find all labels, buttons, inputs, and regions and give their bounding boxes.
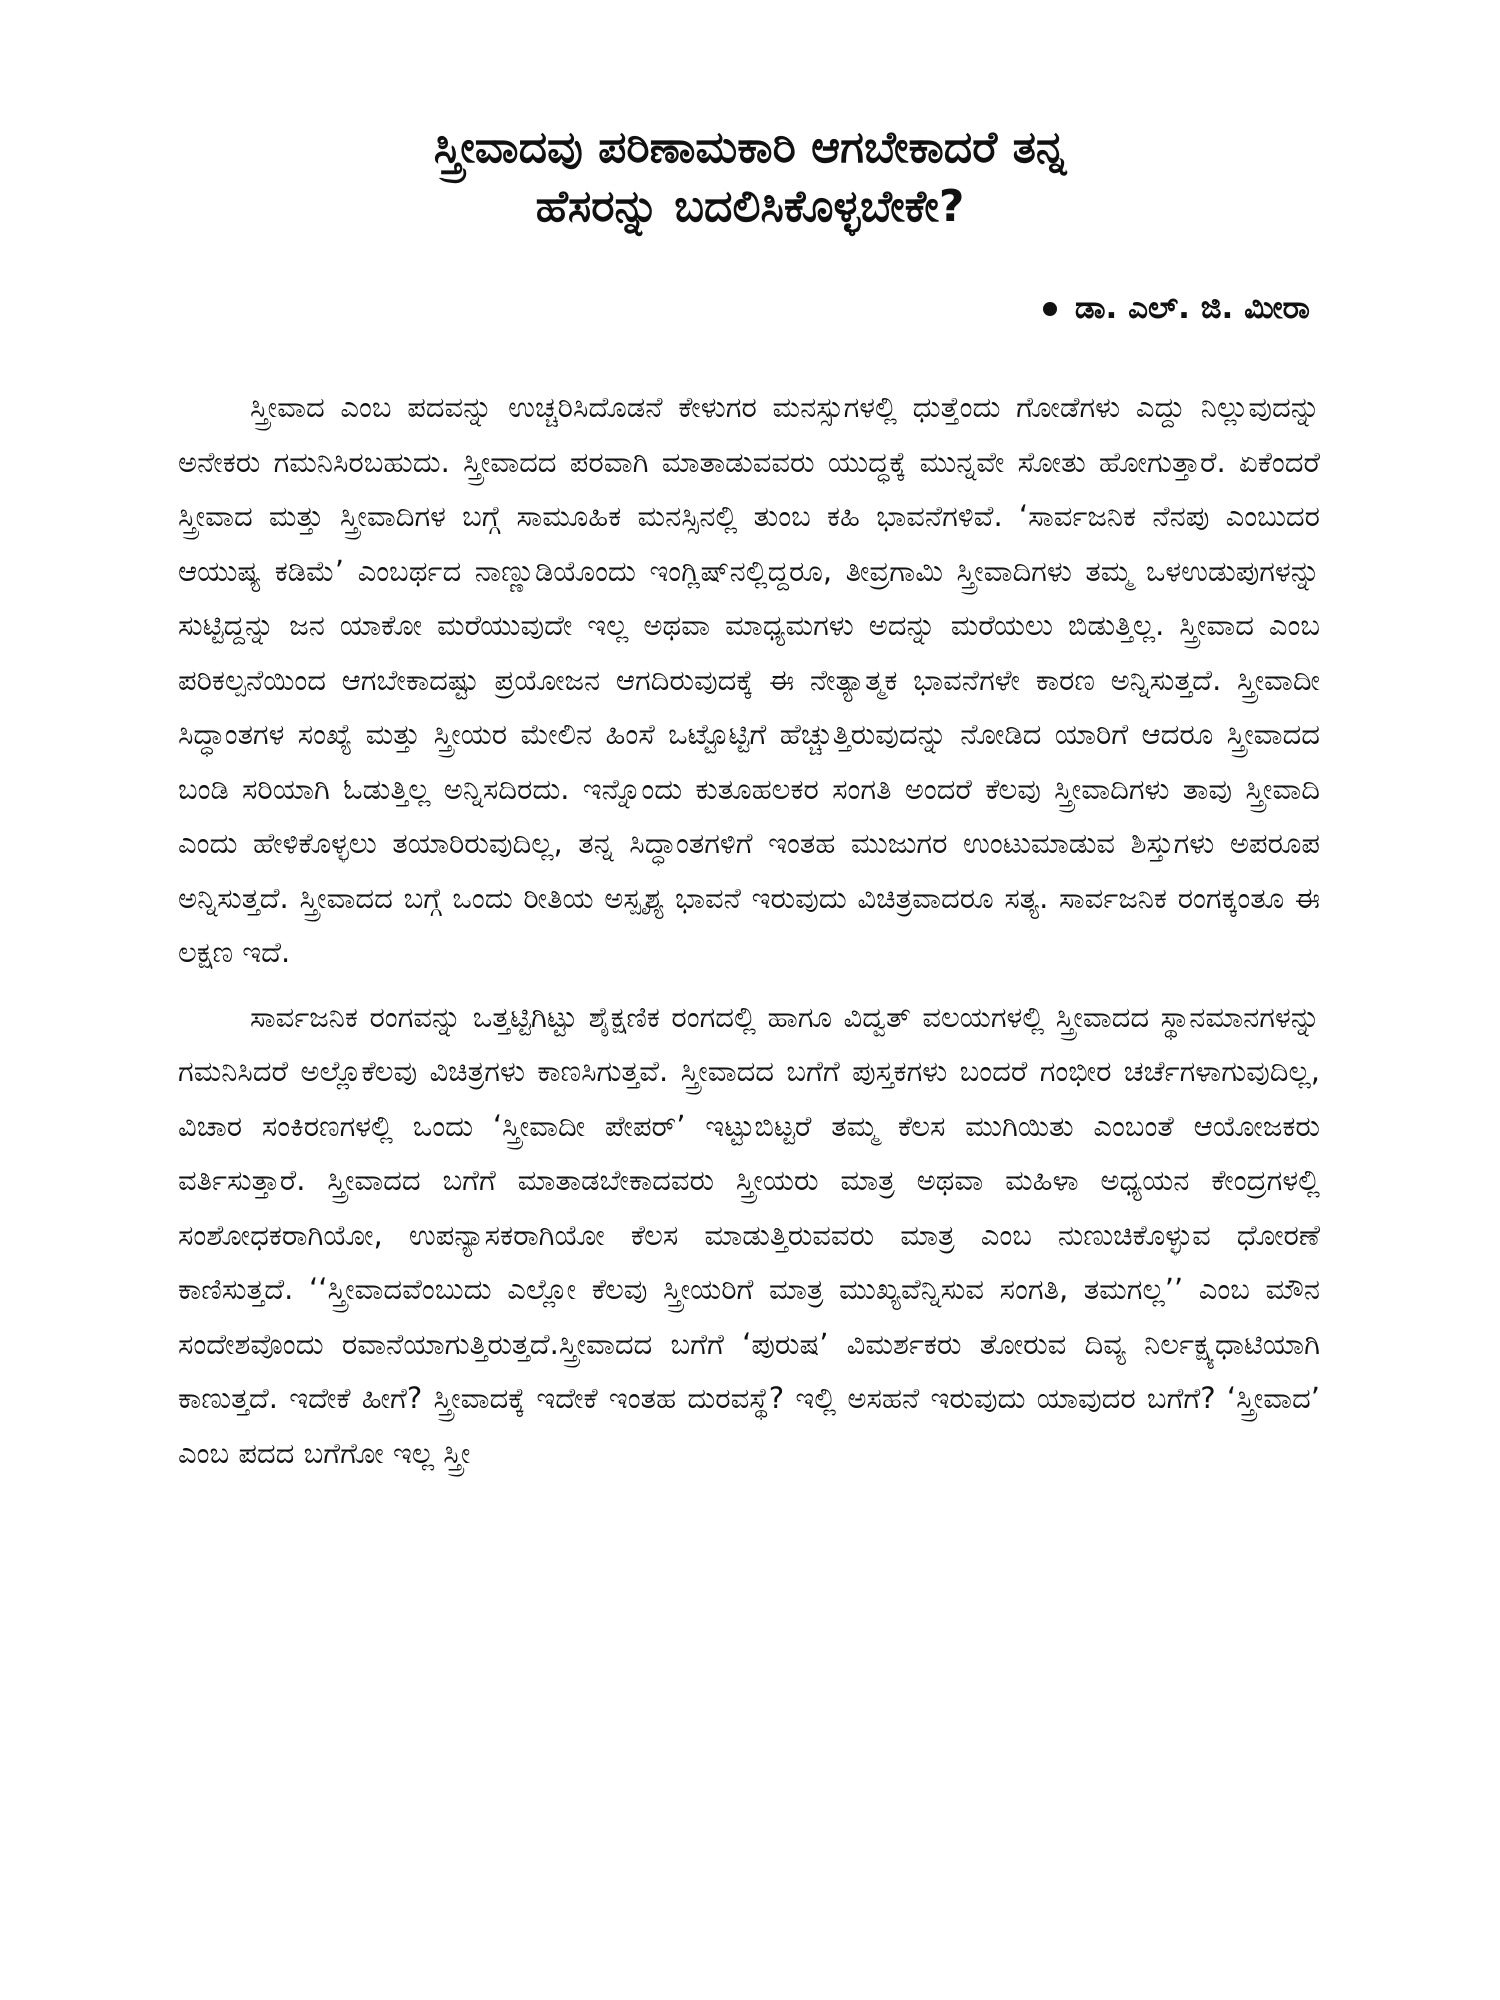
article-title-line-2: ಹೆಸರನ್ನು ಬದಲಿಸಿಕೊಳ್ಳಬೇಕೇ?: [535, 181, 965, 233]
article-body: [178, 380, 1320, 1480]
article-title: [150, 118, 1350, 237]
paragraph-1: ಸ್ತ್ರೀವಾದ ಎಂಬ ಪದವನ್ನು ಉಚ್ಚರಿಸಿದೊಡನೆ ಕೇಳುಗರ ಮನಸ್ಸುಗಳಲ್ಲಿ ಧುತ್ತೆಂದು ಗೋಡೆಗಳು ಎದ್ದು ನಿಲ್ಲುವುದನ್ನು ಅನೇಕರು ಗಮನಿಸಿರಬಹುದು. ಸ್ತ್ರೀವಾದದ ಪರವಾಗಿ ಮಾತಾಡುವವರು ಯುದ್ಧಕ್ಕೆ ಮುನ್ನವೇ ಸೋತು ಹೋಗುತ್ತಾರೆ. ಏಕೆಂದರೆ ಸ್ತ್ರೀವಾದ ಮತ್ತು ಸ್ತ್ರೀವಾದಿಗಳ ಬಗ್ಗೆ ಸಾಮೂಹಿಕ ಮನಸ್ಸಿನಲ್ಲಿ ತುಂಬ ಕಹಿ ಭಾವನೆಗಳಿವೆ. ‘ಸಾರ್ವಜನಿಕ ನೆನಪು ಎಂಬುದರ ಆಯುಷ್ಯ ಕಡಿಮೆ’ ಎಂಬರ್ಥದ ನಾಣ್ಣುಡಿಯೊಂದು ಇಂಗ್ಲಿಷ್‌ನಲ್ಲಿದ್ದರೂ, ತೀವ್ರಗಾಮಿ ಸ್ತ್ರೀವಾದಿಗಳು ತಮ್ಮ ಒಳಉಡುಪುಗಳನ್ನು ಸುಟ್ಟಿದ್ದನ್ನು ಜನ ಯಾಕೋ ಮರೆಯುವುದೇ ಇಲ್ಲ ಅಥವಾ ಮಾಧ್ಯಮಗಳು ಅದನ್ನು ಮರೆಯಲು ಬಿಡುತ್ತಿಲ್ಲ. ಸ್ತ್ರೀವಾದ ಎಂಬ ಪರಿಕಲ್ಪನೆಯಿಂದ ಆಗಬೇಕಾದಷ್ಟು ಪ್ರಯೋಜನ ಆಗದಿರುವುದಕ್ಕೆ ಈ ನೇತ್ಯಾತ್ಮಕ ಭಾವನೆಗಳೇ ಕಾರಣ ಅನ್ನಿಸುತ್ತದೆ. ಸ್ತ್ರೀವಾದೀ ಸಿದ್ಧಾಂತಗಳ ಸಂಖ್ಯೆ ಮತ್ತು ಸ್ತ್ರೀಯರ ಮೇಲಿನ ಹಿಂಸೆ ಒಟ್ಟೊಟ್ಟಿಗೆ ಹೆಚ್ಚುತ್ತಿರುವುದನ್ನು ನೋಡಿದ ಯಾರಿಗೆ ಆದರೂ ಸ್ತ್ರೀವಾದದ ಬಂಡಿ ಸರಿಯಾಗಿ ಓಡುತ್ತಿಲ್ಲ ಅನ್ನಿಸದಿರದು. ಇನ್ನೊಂದು ಕುತೂಹಲಕರ ಸಂಗತಿ ಅಂದರೆ ಕೆಲವು ಸ್ತ್ರೀವಾದಿಗಳು ತಾವು ಸ್ತ್ರೀವಾದಿ ಎಂದು ಹೇಳಿಕೊಳ್ಳಲು ತಯಾರಿರುವುದಿಲ್ಲ, ತನ್ನ ಸಿದ್ಧಾಂತಗಳಿಗೆ ಇಂತಹ ಮುಜುಗರ ಉಂಟುಮಾಡುವ ಶಿಸ್ತುಗಳು ಅಪರೂಪ ಅನ್ನಿಸುತ್ತದೆ. ಸ್ತ್ರೀವಾದದ ಬಗ್ಗೆ ಒಂದು ರೀತಿಯ ಅಸ್ಪೃಶ್ಯ ಭಾವನೆ ಇರುವುದು ವಿಚಿತ್ರವಾದರೂ ಸತ್ಯ. ಸಾರ್ವಜನಿಕ ರಂಗಕ್ಕಂತೂ ಈ ಲಕ್ಷಣ ಇದೆ.: [178, 390, 1320, 969]
bullet-icon: [1043, 302, 1057, 316]
author-byline: [1043, 290, 1310, 327]
paragraph-2: ಸಾರ್ವಜನಿಕ ರಂಗವನ್ನು ಒತ್ತಟ್ಟಿಗಿಟ್ಟು ಶೈಕ್ಷಣಿಕ ರಂಗದಲ್ಲಿ ಹಾಗೂ ವಿದ್ವತ್ ವಲಯಗಳಲ್ಲಿ ಸ್ತ್ರೀವಾದದ ಸ್ಥಾನಮಾನಗಳನ್ನು ಗಮನಿಸಿದರೆ ಅಲ್ಲೊಕೆಲವು ವಿಚಿತ್ರಗಳು ಕಾಣಸಿಗುತ್ತವೆ. ಸ್ತ್ರೀವಾದದ ಬಗೆಗೆ ಪುಸ್ತಕಗಳು ಬಂದರೆ ಗಂಭೀರ ಚರ್ಚೆಗಳಾಗುವುದಿಲ್ಲ, ವಿಚಾರ ಸಂಕಿರಣಗಳಲ್ಲಿ ಒಂದು ‘ಸ್ತ್ರೀವಾದೀ ಪೇಪರ್’ ಇಟ್ಟುಬಿಟ್ಟರೆ ತಮ್ಮ ಕೆಲಸ ಮುಗಿಯಿತು ಎಂಬಂತೆ ಆಯೋಜಕರು ವರ್ತಿಸುತ್ತಾರೆ. ಸ್ತ್ರೀವಾದದ ಬಗೆಗೆ ಮಾತಾಡಬೇಕಾದವರು ಸ್ತ್ರೀಯರು ಮಾತ್ರ ಅಥವಾ ಮಹಿಳಾ ಅಧ್ಯಯನ ಕೇಂದ್ರಗಳಲ್ಲಿ ಸಂಶೋಧಕರಾಗಿಯೋ, ಉಪನ್ಯಾಸಕರಾಗಿಯೋ ಕೆಲಸ ಮಾಡುತ್ತಿರುವವರು ಮಾತ್ರ ಎಂಬ ನುಣುಚಿಕೊಳ್ಳುವ ಧೋರಣೆ ಕಾಣಿಸುತ್ತದೆ. ‘‘ಸ್ತ್ರೀವಾದವೆಂಬುದು ಎಲ್ಲೋ ಕೆಲವು ಸ್ತ್ರೀಯರಿಗೆ ಮಾತ್ರ ಮುಖ್ಯವೆನ್ನಿಸುವ ಸಂಗತಿ, ತಮಗಲ್ಲ’’ ಎಂಬ ಮೌನ ಸಂದೇಶವೊಂದು ರವಾನೆಯಾಗುತ್ತಿರುತ್ತದೆ.ಸ್ತ್ರೀವಾದದ ಬಗೆಗೆ ‘ಪುರುಷ’ ವಿಮರ್ಶಕರು ತೋರುವ ದಿವ್ಯ ನಿರ್ಲಕ್ಷ್ಯಧಾಟಿಯಾಗಿ ಕಾಣುತ್ತದೆ. ಇದೇಕೆ ಹೀಗೆ? ಸ್ತ್ರೀವಾದಕ್ಕೆ ಇದೇಕೆ ಇಂತಹ ದುರವಸ್ಥೆ? ಇಲ್ಲಿ ಅಸಹನೆ ಇರುವುದು ಯಾವುದರ ಬಗೆಗೆ? ‘ಸ್ತ್ರೀವಾದ’ ಎಂಬ ಪದದ ಬಗೆಗೋ ಇಲ್ಲ ಸ್ತ್ರೀ: [178, 999, 1320, 1470]
author-name: ಡಾ. ಎಲ್. ಜಿ. ಮೀರಾ: [1074, 290, 1310, 326]
article-title-line-1: ಸ್ತ್ರೀವಾದವು ಪರಿಣಾಮಕಾರಿ ಆಗಬೇಕಾದರೆ ತನ್ನ: [433, 122, 1067, 173]
